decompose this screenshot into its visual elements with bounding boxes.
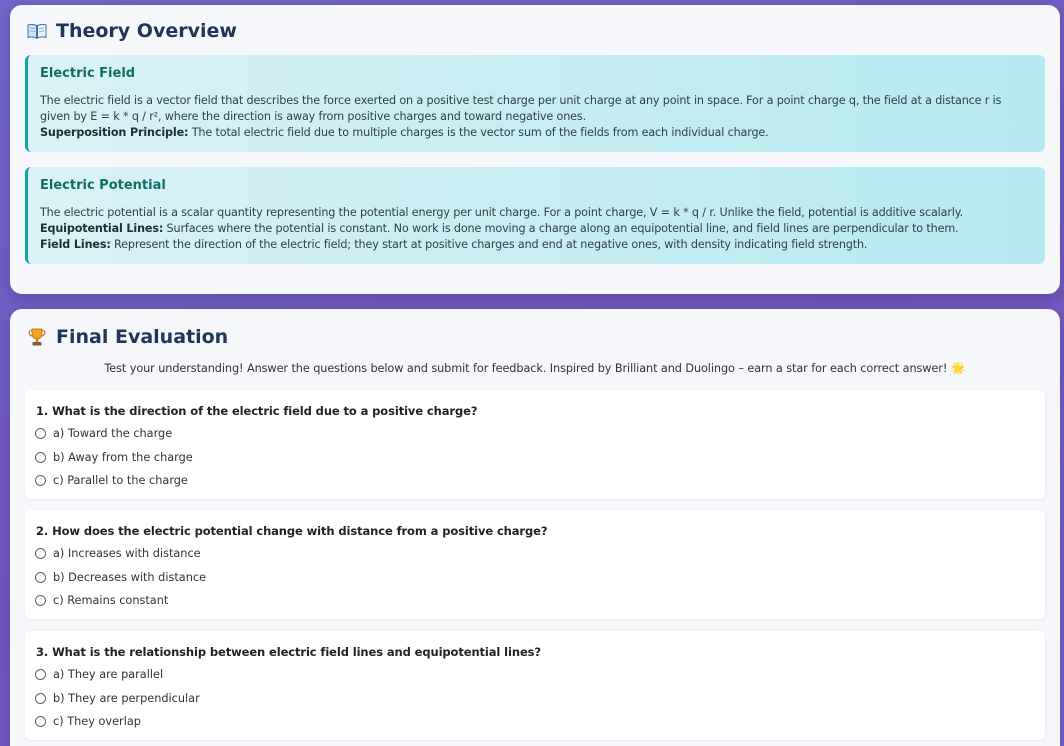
electric-field-description: The electric field is a vector field that describes the force exerted on a positive test charge per unit charge at any point in space. For a point charge q, the field at a distance r is given by E = k * q / r², where the direction is away from positive charges and toward negative ones.: [40, 94, 1002, 123]
theory-overview-title: Theory Overview: [56, 20, 237, 42]
radio-button[interactable]: [35, 452, 46, 463]
option-label: a) Toward the charge: [53, 427, 173, 440]
final-evaluation-header: [27, 326, 228, 348]
question-text-3: 3. What is the relationship between electric field lines and equipotential lines?: [36, 645, 541, 659]
field-lines-text: Represent the direction of the electric field; they start at positive charges and end at negative ones, with density indicating field strength.: [110, 238, 868, 251]
question-card-1: [25, 390, 1045, 499]
electric-potential-description: The electric potential is a scalar quantity representing the potential energy per unit charge. For a point charge, V = k * q / r. Unlike the field, potential is additive scalarly.: [40, 206, 964, 219]
option-label: c) They overlap: [53, 715, 141, 728]
book-icon: [27, 21, 47, 41]
theory-overview-header: [27, 20, 237, 42]
evaluation-intro-text: Test your understanding! Answer the questions below and submit for feedback. Inspired by Brilliant and Duolingo – earn a star for each correct answer!: [104, 362, 951, 375]
q3-option-a[interactable]: [35, 668, 163, 681]
radio-button[interactable]: [35, 475, 46, 486]
theory-overview-card: [10, 5, 1060, 294]
equipotential-text: Surfaces where the potential is constant. No work is done moving a charge along an equipotential line, and field lines are perpendicular to them.: [163, 222, 959, 235]
option-label: b) They are perpendicular: [53, 692, 200, 705]
option-label: b) Away from the charge: [53, 451, 193, 464]
electric-potential-text: [40, 205, 1031, 253]
q2-option-a[interactable]: [35, 547, 201, 560]
electric-potential-heading: Electric Potential: [40, 178, 166, 193]
radio-button[interactable]: [35, 595, 46, 606]
q2-option-b[interactable]: [35, 571, 206, 584]
radio-button[interactable]: [35, 716, 46, 727]
superposition-text: The total electric field due to multiple charges is the vector sum of the fields from each individual charge.: [188, 126, 769, 139]
electric-field-box: [25, 55, 1045, 152]
superposition-label: Superposition Principle:: [40, 126, 189, 139]
radio-button[interactable]: [35, 693, 46, 704]
trophy-icon: [27, 327, 47, 347]
option-label: c) Parallel to the charge: [53, 474, 188, 487]
option-label: a) They are parallel: [53, 668, 164, 681]
field-lines-label: Field Lines:: [40, 238, 111, 251]
equipotential-label: Equipotential Lines:: [40, 222, 164, 235]
question-card-2: [25, 510, 1045, 619]
option-label: b) Decreases with distance: [53, 571, 207, 584]
final-evaluation-card: [10, 309, 1060, 746]
evaluation-intro: [10, 361, 1060, 375]
electric-potential-box: [25, 167, 1045, 264]
electric-field-text: [40, 93, 1031, 141]
option-label: c) Remains constant: [53, 594, 169, 607]
radio-button[interactable]: [35, 428, 46, 439]
radio-button[interactable]: [35, 572, 46, 583]
question-card-3: [25, 631, 1045, 740]
electric-field-heading: Electric Field: [40, 66, 136, 81]
final-evaluation-title: Final Evaluation: [56, 326, 229, 348]
q3-option-b[interactable]: [35, 692, 200, 705]
question-text-1: 1. What is the direction of the electric field due to a positive charge?: [36, 404, 478, 418]
q1-option-c[interactable]: [35, 474, 188, 487]
q2-option-c[interactable]: [35, 594, 168, 607]
sun-icon: 🌟: [950, 361, 966, 375]
q1-option-b[interactable]: [35, 451, 193, 464]
option-label: a) Increases with distance: [53, 547, 201, 560]
q1-option-a[interactable]: [35, 427, 172, 440]
q3-option-c[interactable]: [35, 715, 141, 728]
radio-button[interactable]: [35, 548, 46, 559]
question-text-2: 2. How does the electric potential change with distance from a positive charge?: [36, 524, 548, 538]
radio-button[interactable]: [35, 669, 46, 680]
